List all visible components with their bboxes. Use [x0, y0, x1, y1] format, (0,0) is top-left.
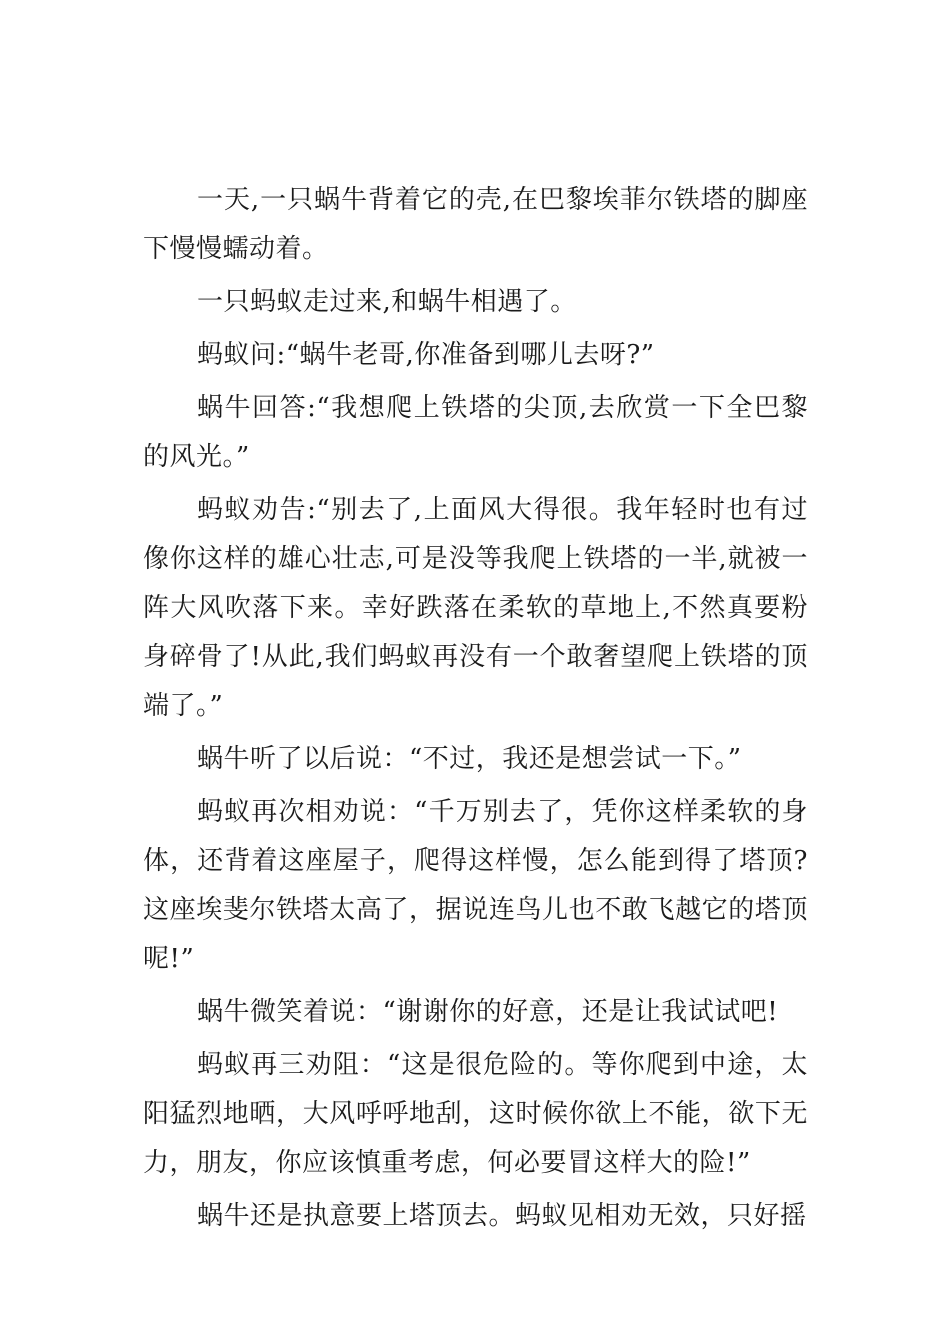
paragraph-2: 一只蚂蚁走过来,和蜗牛相遇了。 [197, 287, 577, 317]
paragraph-10: 蜗牛还是执意要上塔顶去。蚂蚁见相劝无效，只好摇 [197, 1201, 807, 1231]
paragraph-7: 蚂蚁再次相劝说：“千万别去了，凭你这样柔软的身体，还背着这座屋子，爬得这样慢，怎么能到得了塔顶?这座埃斐尔铁塔太高了，据说连鸟儿也不敢飞越它的塔顶呢!” [143, 797, 808, 974]
paragraph-3: 蚂蚁问:“蜗牛老哥,你准备到哪儿去呀?” [197, 340, 655, 370]
paragraph-9: 蚂蚁再三劝阻：“这是很危险的。等你爬到中途，太阳猛烈地晒，大风呼呼地刮，这时候你欲上不能，欲下无力，朋友，你应该慎重考虑，何必要冒这样大的险!” [143, 1050, 808, 1178]
paragraph-4: 蜗牛回答:“我想爬上铁塔的尖顶,去欣赏一下全巴黎的风光。” [143, 393, 808, 472]
paragraph-8: 蜗牛微笑着说：“谢谢你的好意，还是让我试试吧! [197, 997, 779, 1027]
paragraph-5: 蚂蚁劝告:“别去了,上面风大得很。我年轻时也有过像你这样的雄心壮志,可是没等我爬上铁塔的一半,就被一阵大风吹落下来。幸好跌落在柔软的草地上,不然真要粉身碎骨了!从此,我们蚂蚁再没有一个敢奢望爬上铁塔的顶端了。” [143, 495, 808, 721]
story-text [143, 176, 808, 1245]
paragraph-6: 蜗牛听了以后说：“不过，我还是想尝试一下。” [197, 744, 742, 774]
paragraph-1: 一天,一只蜗牛背着它的壳,在巴黎埃菲尔铁塔的脚座下慢慢蠕动着。 [143, 185, 808, 264]
